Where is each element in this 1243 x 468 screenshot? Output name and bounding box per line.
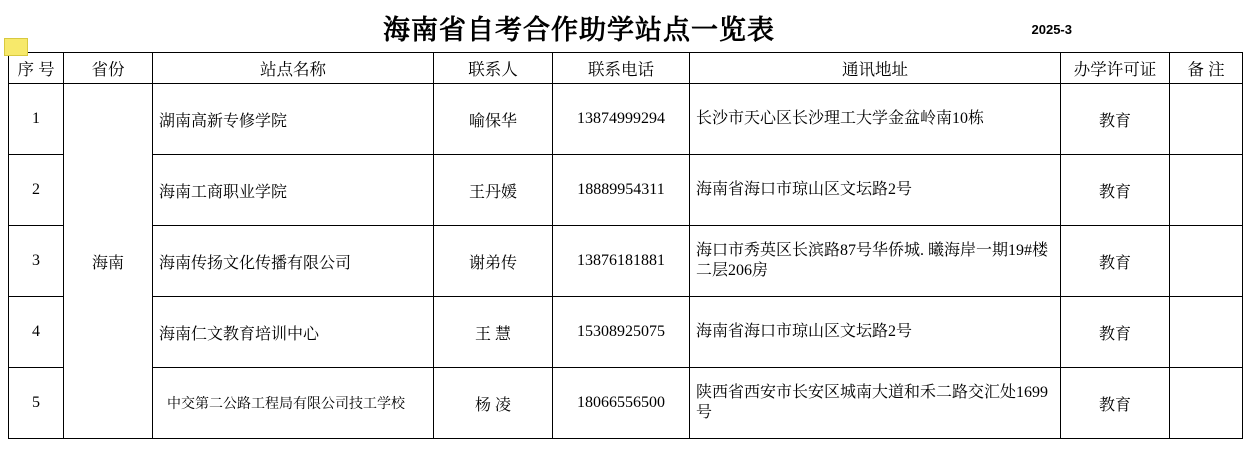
cell-contact: 喻保华 [434, 84, 553, 155]
table-row [9, 368, 1243, 439]
cell-index: 4 [9, 297, 64, 368]
cell-index: 5 [9, 368, 64, 439]
table-row [9, 226, 1243, 297]
cell-contact: 杨 凌 [434, 368, 553, 439]
cell-remark [1170, 226, 1243, 297]
cell-address: 长沙市天心区长沙理工大学金盆岭南10栋 [690, 84, 1061, 155]
cell-index: 2 [9, 155, 64, 226]
cell-contact: 王 慧 [434, 297, 553, 368]
column-header-remark: 备 注 [1170, 53, 1243, 84]
cell-remark [1170, 297, 1243, 368]
cell-site-name: 海南仁文教育培训中心 [153, 297, 434, 368]
cell-license: 教育 [1061, 226, 1170, 297]
cell-remark [1170, 155, 1243, 226]
table-row [9, 84, 1243, 155]
cell-index: 3 [9, 226, 64, 297]
page-title: 海南省自考合作助学站点一览表 [383, 15, 775, 45]
sites-table [8, 52, 1243, 439]
column-header-province: 省份 [64, 53, 153, 84]
cell-phone: 13876181881 [553, 226, 690, 297]
table-row [9, 297, 1243, 368]
table-body [9, 84, 1243, 439]
title-area [0, 0, 1158, 50]
cell-province: 海南 [64, 84, 153, 439]
column-header-site-name: 站点名称 [153, 53, 434, 84]
table-header [9, 53, 1243, 84]
cell-site-name: 中交第二公路工程局有限公司技工学校 [153, 368, 434, 439]
cell-address: 陕西省西安市长安区城南大道和禾二路交汇处1699号 [690, 368, 1061, 439]
cell-address: 海南省海口市琼山区文坛路2号 [690, 297, 1061, 368]
cell-site-name: 海南传扬文化传播有限公司 [153, 226, 434, 297]
column-header-index: 序 号 [9, 53, 64, 84]
cell-contact: 王丹媛 [434, 155, 553, 226]
cell-index: 1 [9, 84, 64, 155]
cell-address: 海口市秀英区长滨路87号华侨城. 曦海岸一期19#楼二层206房 [690, 226, 1061, 297]
cell-license: 教育 [1061, 368, 1170, 439]
cell-phone: 18889954311 [553, 155, 690, 226]
table-header-row [9, 53, 1243, 84]
cell-license: 教育 [1061, 155, 1170, 226]
document-date: 2025-3 [1031, 22, 1072, 37]
cell-phone: 18066556500 [553, 368, 690, 439]
table-row [9, 155, 1243, 226]
column-header-contact: 联系人 [434, 53, 553, 84]
cell-remark [1170, 368, 1243, 439]
cell-phone: 15308925075 [553, 297, 690, 368]
cell-license: 教育 [1061, 297, 1170, 368]
column-header-address: 通讯地址 [690, 53, 1061, 84]
cell-phone: 13874999294 [553, 84, 690, 155]
cell-site-name: 海南工商职业学院 [153, 155, 434, 226]
column-header-license: 办学许可证 [1061, 53, 1170, 84]
cell-remark [1170, 84, 1243, 155]
cell-address: 海南省海口市琼山区文坛路2号 [690, 155, 1061, 226]
cell-license: 教育 [1061, 84, 1170, 155]
cell-site-name: 湖南高新专修学院 [153, 84, 434, 155]
cell-contact: 谢弟传 [434, 226, 553, 297]
column-header-phone: 联系电话 [553, 53, 690, 84]
